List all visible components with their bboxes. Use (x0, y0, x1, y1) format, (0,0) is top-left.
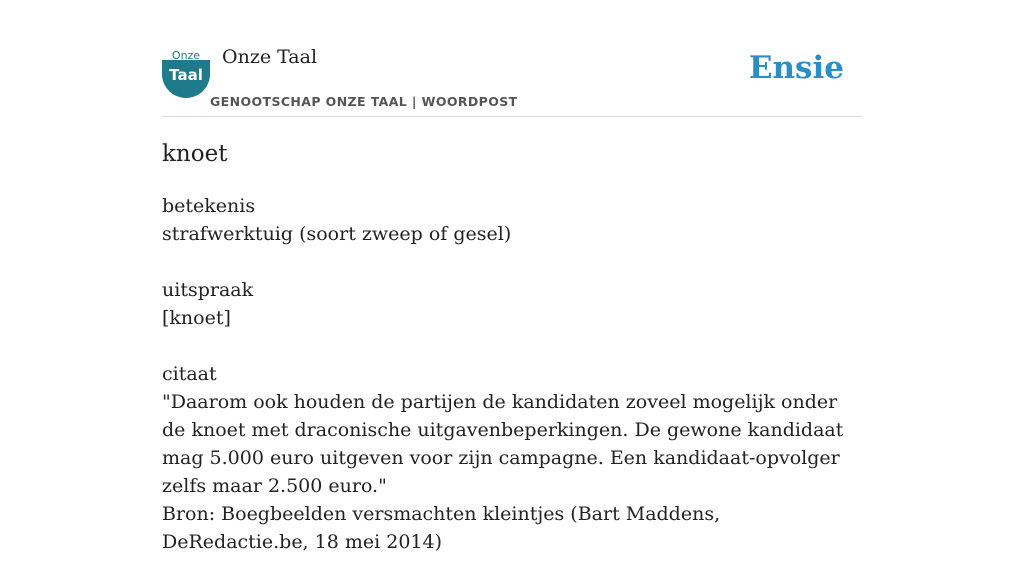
site-subtitle[interactable]: GENOOTSCHAP ONZE TAAL | WOORDPOST (210, 94, 518, 109)
section-text: [knoet] (162, 307, 231, 329)
section-meaning (162, 192, 862, 248)
svg-text:Taal: Taal (169, 66, 203, 84)
site-name[interactable]: Onze Taal (222, 46, 318, 68)
section-label: betekenis (162, 195, 256, 217)
section-label: uitspraak (162, 279, 254, 301)
site-header (162, 44, 862, 117)
section-label: citaat (162, 363, 217, 385)
section-pronunciation (162, 276, 862, 332)
page-title: knoet (162, 141, 228, 167)
section-quote (162, 360, 862, 556)
svg-text:Onze: Onze (171, 50, 201, 62)
brand-logo[interactable]: Ensie (748, 50, 844, 86)
entry-content (162, 138, 862, 584)
quote-source: Bron: Boegbeelden versmachten kleintjes (Bart Maddens, DeRedactie.be, 18 mei 2014) (162, 503, 721, 553)
onze-taal-logo-icon[interactable] (162, 50, 210, 98)
quote-text: "Daarom ook houden de partijen de kandidaten zoveel mogelijk onder de knoet met draconische uitgavenbeperkingen. De gewone kandidaat mag 5.000 euro uitgeven voor zijn campagne. Een kandidaat-opvolger zelfs maar 2.500 euro." (162, 391, 844, 497)
section-text: strafwerktuig (soort zweep of gesel) (162, 223, 512, 245)
